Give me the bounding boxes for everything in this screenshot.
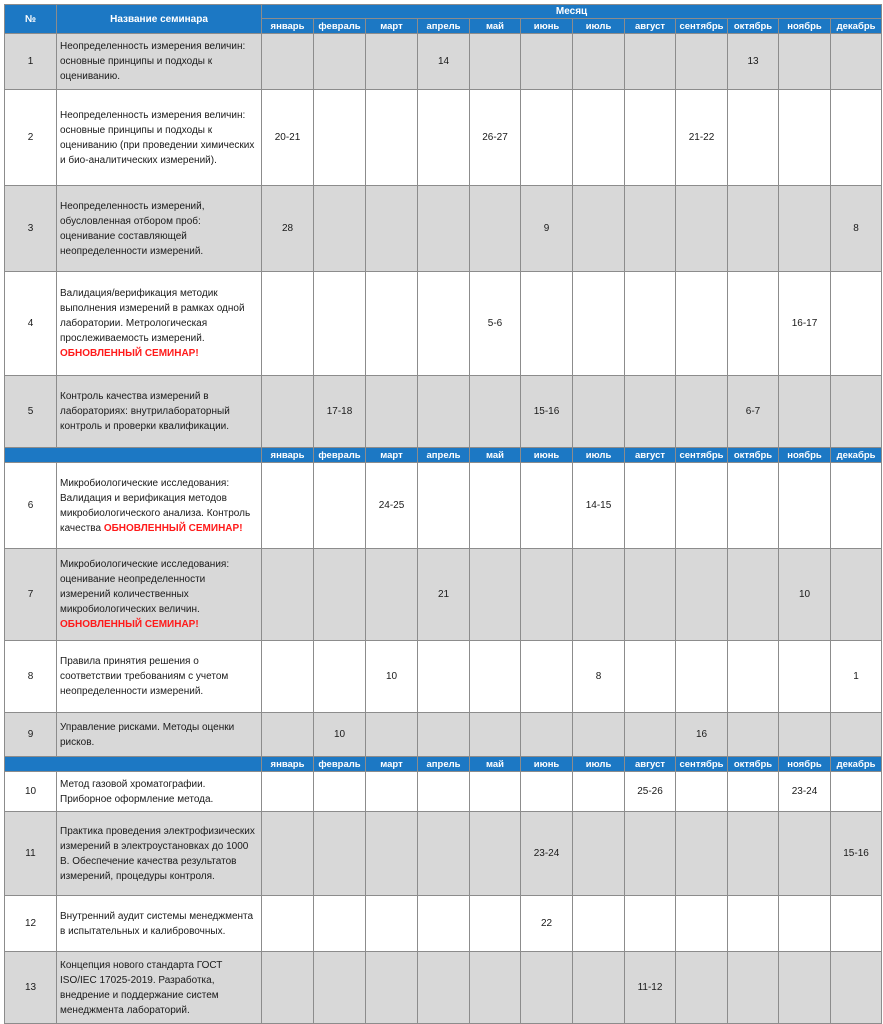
date-cell (831, 376, 882, 448)
date-cell (676, 272, 728, 376)
seminar-title: Правила принятия решения о соответствии требованиям с учетом неопределенности измерений. (60, 656, 229, 697)
date-cell (831, 272, 882, 376)
date-cell (676, 549, 728, 641)
month-header-9: сентябрь (676, 757, 728, 772)
month-header-6: июнь (521, 757, 573, 772)
date-cell (521, 641, 573, 713)
month-header-11: ноябрь (779, 19, 831, 34)
updated-badge: ОБНОВЛЕННЫЙ СЕМИНАР! (60, 619, 199, 630)
date-cell (779, 896, 831, 952)
date-cell (314, 812, 366, 896)
date-cell (314, 641, 366, 713)
table-row (5, 952, 882, 1024)
month-header-12: декабрь (831, 757, 882, 772)
seminar-number: 9 (5, 713, 57, 757)
date-cell (262, 376, 314, 448)
seminar-title: Неопределенность измерений, обусловленная отбором проб: оценивание составляющей неопределенности измерений. (60, 200, 205, 257)
month-header-12: декабрь (831, 448, 882, 463)
seminar-name (57, 463, 262, 549)
date-cell (262, 812, 314, 896)
month-header-9: сентябрь (676, 19, 728, 34)
date-cell: 24-25 (366, 463, 418, 549)
month-header-8: август (625, 757, 676, 772)
month-header-11: ноябрь (779, 448, 831, 463)
date-cell (314, 952, 366, 1024)
table-row (5, 186, 882, 272)
date-cell (625, 812, 676, 896)
date-cell: 23-24 (521, 812, 573, 896)
seminar-name (57, 896, 262, 952)
month-header-2: февраль (314, 757, 366, 772)
date-cell: 11-12 (625, 952, 676, 1024)
table-row (5, 772, 882, 812)
date-cell (366, 376, 418, 448)
month-header-7: июль (573, 757, 625, 772)
seminar-rows (5, 34, 882, 1024)
date-cell (470, 549, 521, 641)
seminar-number: 4 (5, 272, 57, 376)
date-cell: 15-16 (831, 812, 882, 896)
seminar-number: 11 (5, 812, 57, 896)
date-cell (831, 34, 882, 90)
date-cell (521, 34, 573, 90)
month-header-4: апрель (418, 448, 470, 463)
date-cell: 28 (262, 186, 314, 272)
updated-badge: ОБНОВЛЕННЫЙ СЕМИНАР! (60, 348, 199, 359)
month-header-7: июль (573, 19, 625, 34)
date-cell (728, 463, 779, 549)
seminar-name (57, 34, 262, 90)
month-header-1: январь (262, 19, 314, 34)
seminar-schedule-table (4, 4, 882, 1024)
date-cell (728, 549, 779, 641)
date-cell (418, 952, 470, 1024)
seminar-name (57, 272, 262, 376)
month-header-3: март (366, 19, 418, 34)
seminar-number: 12 (5, 896, 57, 952)
date-cell: 8 (831, 186, 882, 272)
date-cell (521, 952, 573, 1024)
seminar-number: 7 (5, 549, 57, 641)
month-header-10: октябрь (728, 757, 779, 772)
date-cell (676, 376, 728, 448)
date-cell: 5-6 (470, 272, 521, 376)
date-cell: 17-18 (314, 376, 366, 448)
seminar-name (57, 376, 262, 448)
date-cell (779, 952, 831, 1024)
date-cell (779, 376, 831, 448)
date-cell (728, 186, 779, 272)
date-cell (521, 549, 573, 641)
date-cell (521, 90, 573, 186)
date-cell (676, 772, 728, 812)
date-cell (366, 713, 418, 757)
date-cell (728, 272, 779, 376)
month-header-1: январь (262, 448, 314, 463)
table-row (5, 896, 882, 952)
date-cell (728, 90, 779, 186)
seminar-title: Внутренний аудит системы менеджмента в испытательных и калибровочных. (60, 910, 254, 937)
date-cell (314, 549, 366, 641)
date-cell (262, 34, 314, 90)
date-cell (625, 713, 676, 757)
column-header-month: Месяц (262, 5, 882, 19)
month-header-3: март (366, 448, 418, 463)
seminar-name (57, 713, 262, 757)
date-cell (521, 713, 573, 757)
month-header-11: ноябрь (779, 757, 831, 772)
month-header-5: май (470, 448, 521, 463)
date-cell (470, 641, 521, 713)
month-header-10: октябрь (728, 19, 779, 34)
table-row (5, 641, 882, 713)
date-cell (366, 812, 418, 896)
date-cell (470, 772, 521, 812)
seminar-number: 13 (5, 952, 57, 1024)
date-cell (573, 376, 625, 448)
date-cell (573, 896, 625, 952)
month-header-4: апрель (418, 757, 470, 772)
date-cell (676, 641, 728, 713)
month-header-12: декабрь (831, 19, 882, 34)
seminar-title: Контроль качества измерений в лабораториях: внутрилабораторный контроль и проверки квалификации. (60, 391, 230, 432)
date-cell (521, 463, 573, 549)
date-cell (314, 463, 366, 549)
date-cell (314, 772, 366, 812)
table-row (5, 713, 882, 757)
date-cell (418, 186, 470, 272)
seminar-title: Концепция нового стандарта ГОСТ ISO/IEC 17025-2019. Разработка, внедрение и поддержание систем менеджмента лабораторий. (60, 959, 223, 1016)
date-cell (521, 772, 573, 812)
seminar-title: Валидация/верификация методик выполнения измерений в рамках одной лаборатории. Метрологическая прослеживаемость измерений. (60, 288, 245, 344)
date-cell (573, 90, 625, 186)
date-cell (831, 463, 882, 549)
seminar-name (57, 772, 262, 812)
month-header-3: март (366, 757, 418, 772)
date-cell (779, 641, 831, 713)
seminar-number: 3 (5, 186, 57, 272)
date-cell (676, 34, 728, 90)
date-cell (366, 186, 418, 272)
date-cell: 21 (418, 549, 470, 641)
date-cell (831, 952, 882, 1024)
date-cell (418, 463, 470, 549)
seminar-name (57, 812, 262, 896)
date-cell (831, 549, 882, 641)
date-cell (262, 641, 314, 713)
date-cell (831, 772, 882, 812)
date-cell (728, 952, 779, 1024)
date-cell (366, 90, 418, 186)
date-cell: 16-17 (779, 272, 831, 376)
month-subheader-row (5, 757, 882, 772)
column-header-seminar-name: Название семинара (57, 5, 262, 34)
seminar-name (57, 641, 262, 713)
date-cell (573, 549, 625, 641)
date-cell (779, 186, 831, 272)
date-cell (625, 186, 676, 272)
date-cell (831, 896, 882, 952)
date-cell: 10 (366, 641, 418, 713)
date-cell (418, 812, 470, 896)
date-cell (262, 463, 314, 549)
date-cell (314, 90, 366, 186)
date-cell (625, 34, 676, 90)
date-cell (262, 952, 314, 1024)
seminar-number: 2 (5, 90, 57, 186)
date-cell (779, 713, 831, 757)
date-cell (573, 272, 625, 376)
seminar-title: Практика проведения электрофизических измерений в электроустановках до 1000 В. Обеспечение качества результатов измерений, процедуры контроля. (60, 825, 255, 882)
table-row (5, 90, 882, 186)
date-cell: 9 (521, 186, 573, 272)
date-cell (728, 713, 779, 757)
month-header-2: февраль (314, 19, 366, 34)
date-cell (262, 896, 314, 952)
seminar-name (57, 952, 262, 1024)
date-cell (779, 34, 831, 90)
seminar-number: 8 (5, 641, 57, 713)
date-cell (573, 952, 625, 1024)
month-header-7: июль (573, 448, 625, 463)
date-cell (676, 463, 728, 549)
date-cell: 20-21 (262, 90, 314, 186)
date-cell (418, 772, 470, 812)
date-cell (418, 713, 470, 757)
month-header-6: июнь (521, 19, 573, 34)
seminar-title: Управление рисками. Методы оценки рисков. (60, 721, 235, 748)
date-cell (676, 952, 728, 1024)
month-header-9: сентябрь (676, 448, 728, 463)
date-cell (470, 34, 521, 90)
date-cell (676, 812, 728, 896)
date-cell (470, 186, 521, 272)
date-cell (314, 272, 366, 376)
date-cell (262, 272, 314, 376)
date-cell: 23-24 (779, 772, 831, 812)
seminar-name (57, 549, 262, 641)
date-cell (779, 812, 831, 896)
date-cell: 6-7 (728, 376, 779, 448)
date-cell (366, 549, 418, 641)
date-cell (366, 896, 418, 952)
month-header-1: январь (262, 757, 314, 772)
date-cell: 14 (418, 34, 470, 90)
date-cell (470, 896, 521, 952)
month-subheader-row (5, 448, 882, 463)
seminar-title: Неопределенность измерения величин: основные принципы и подходы к оцениванию. (60, 41, 246, 82)
date-cell (573, 713, 625, 757)
month-header-8: август (625, 19, 676, 34)
date-cell (625, 272, 676, 376)
seminar-title: Неопределенность измерения величин: основные принципы и подходы к оцениванию (при проведении химических и био-аналитических измерений). (60, 109, 255, 166)
subheader-spacer (5, 757, 262, 772)
date-cell (779, 463, 831, 549)
seminar-title: Метод газовой хроматографии. Приборное оформление метода. (60, 778, 214, 805)
date-cell (470, 713, 521, 757)
date-cell: 21-22 (676, 90, 728, 186)
date-cell (470, 952, 521, 1024)
month-header-6: июнь (521, 448, 573, 463)
seminar-name (57, 90, 262, 186)
date-cell: 1 (831, 641, 882, 713)
date-cell (470, 812, 521, 896)
seminar-number: 1 (5, 34, 57, 90)
month-header-5: май (470, 19, 521, 34)
seminar-name (57, 186, 262, 272)
seminar-number: 5 (5, 376, 57, 448)
date-cell (262, 772, 314, 812)
date-cell (418, 90, 470, 186)
month-header-10: октябрь (728, 448, 779, 463)
date-cell: 22 (521, 896, 573, 952)
date-cell: 15-16 (521, 376, 573, 448)
date-cell (418, 272, 470, 376)
updated-badge: ОБНОВЛЕННЫЙ СЕМИНАР! (103, 522, 243, 534)
date-cell (625, 463, 676, 549)
table-row (5, 549, 882, 641)
date-cell (366, 772, 418, 812)
date-cell (418, 896, 470, 952)
date-cell (573, 772, 625, 812)
seminar-title: Микробиологические исследования: Валидация и верификация методов микробиологического анализа. Контроль качества (60, 477, 251, 534)
date-cell (366, 952, 418, 1024)
month-header-5: май (470, 757, 521, 772)
subheader-spacer (5, 448, 262, 463)
date-cell (625, 549, 676, 641)
date-cell (625, 90, 676, 186)
date-cell (625, 896, 676, 952)
seminar-number: 10 (5, 772, 57, 812)
table-row (5, 812, 882, 896)
date-cell (728, 896, 779, 952)
date-cell (573, 812, 625, 896)
seminar-number: 6 (5, 463, 57, 549)
table-row (5, 272, 882, 376)
date-cell (418, 641, 470, 713)
date-cell (728, 641, 779, 713)
table-row (5, 34, 882, 90)
date-cell (418, 376, 470, 448)
date-cell: 10 (314, 713, 366, 757)
date-cell (314, 896, 366, 952)
column-header-number: № (5, 5, 57, 34)
date-cell (573, 34, 625, 90)
month-header-8: август (625, 448, 676, 463)
date-cell: 14-15 (573, 463, 625, 549)
date-cell (728, 772, 779, 812)
date-cell (314, 34, 366, 90)
date-cell (470, 463, 521, 549)
date-cell (573, 186, 625, 272)
month-header-4: апрель (418, 19, 470, 34)
date-cell (779, 90, 831, 186)
date-cell (676, 896, 728, 952)
date-cell: 26-27 (470, 90, 521, 186)
date-cell (728, 812, 779, 896)
date-cell: 13 (728, 34, 779, 90)
date-cell (625, 376, 676, 448)
date-cell (470, 376, 521, 448)
date-cell (831, 713, 882, 757)
date-cell (831, 90, 882, 186)
table-row (5, 376, 882, 448)
date-cell (314, 186, 366, 272)
date-cell (676, 186, 728, 272)
date-cell (262, 713, 314, 757)
date-cell (366, 34, 418, 90)
date-cell: 16 (676, 713, 728, 757)
seminar-title: Микробиологические исследования: оценивание неопределенности измерений количественных микробиологических величин. (60, 559, 230, 615)
date-cell (521, 272, 573, 376)
date-cell (262, 549, 314, 641)
date-cell (366, 272, 418, 376)
date-cell: 8 (573, 641, 625, 713)
month-header-2: февраль (314, 448, 366, 463)
date-cell: 10 (779, 549, 831, 641)
date-cell: 25-26 (625, 772, 676, 812)
table-row (5, 463, 882, 549)
date-cell (625, 641, 676, 713)
